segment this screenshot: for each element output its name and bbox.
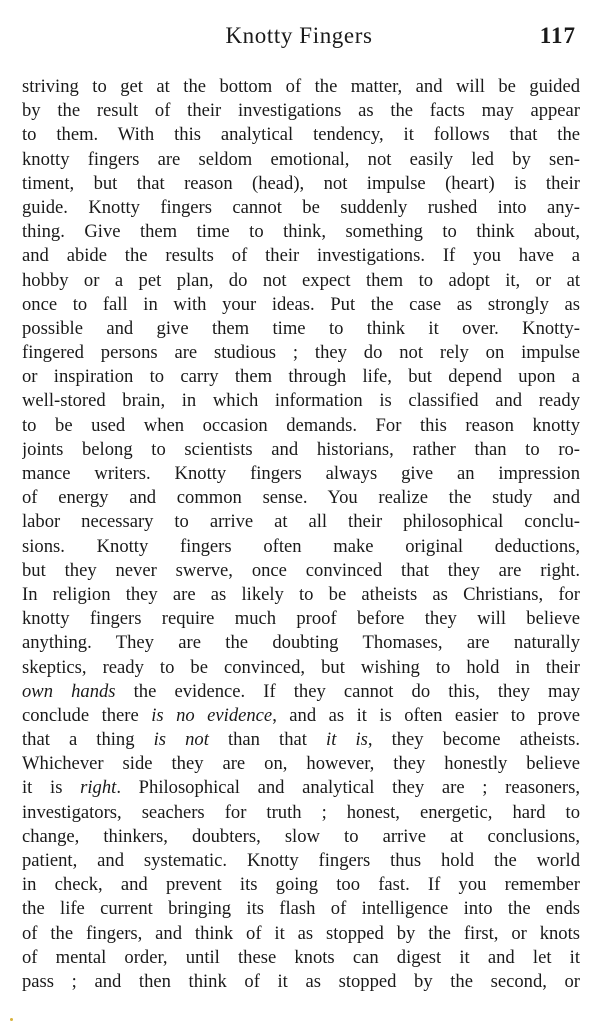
text-line-content	[22, 76, 580, 97]
text-run: guide. Knotty fingers cannot be suddenly rushed into any-	[22, 196, 580, 218]
italic-phrase: it is	[326, 729, 368, 751]
text-line-content	[22, 173, 580, 194]
text-run: but they never swerve, once convinced that they are right.	[22, 559, 580, 581]
text-run: investigators, seachers for truth ; honest, energetic, hard to	[22, 801, 580, 823]
text-line	[22, 583, 580, 607]
text-run: fingered persons are studious ; they do not rely on impulse	[22, 342, 580, 364]
text-line	[22, 462, 580, 486]
page-number: 117	[539, 23, 576, 48]
text-line	[22, 438, 580, 462]
text-run: skeptics, ready to be convinced, but wishing to hold in their	[22, 656, 580, 678]
text-line	[22, 244, 580, 268]
text-line	[22, 825, 580, 849]
text-line	[22, 486, 580, 510]
text-line-content	[22, 221, 580, 242]
text-line	[22, 389, 580, 413]
text-line-content	[22, 318, 580, 339]
text-line	[22, 196, 580, 220]
text-run: by the result of their investigations as the facts may appear	[22, 100, 580, 122]
text-line	[22, 317, 580, 341]
text-line-content	[22, 657, 580, 678]
text-line-content	[22, 439, 580, 460]
text-run: it is	[22, 777, 81, 799]
text-line-content	[22, 415, 580, 436]
text-run: of energy and common sense. You realize the study and	[22, 487, 580, 509]
text-line-content	[22, 923, 580, 944]
italic-phrase: is no evidence	[151, 704, 273, 726]
text-run: change, thinkers, doubters, slow to arrive at conclusions,	[22, 825, 580, 847]
text-run: of mental order, until these knots can digest it and let it	[22, 946, 580, 968]
text-line-content	[22, 536, 580, 557]
text-line	[22, 123, 580, 147]
text-line	[22, 414, 580, 438]
text-line	[22, 752, 580, 776]
text-run: hobby or a pet plan, do not expect them to adopt it, or at	[22, 269, 580, 291]
text-line-content	[22, 729, 580, 750]
text-line	[22, 656, 580, 680]
text-run: than that	[208, 729, 327, 751]
text-line-content	[22, 100, 580, 121]
text-line	[22, 172, 580, 196]
text-line	[22, 365, 580, 389]
text-line-content	[22, 850, 580, 871]
text-line-content	[22, 560, 580, 581]
italic-phrase: own hands	[22, 680, 116, 702]
text-line-content	[22, 124, 580, 145]
text-line-content	[22, 608, 580, 629]
italic-phrase: right	[80, 777, 117, 799]
text-run: patient, and systematic. Knotty fingers thus hold the world	[22, 850, 580, 871]
text-run: or inspiration to carry them through life, but depend upon a	[22, 366, 580, 388]
running-title: Knotty Fingers	[225, 23, 373, 48]
text-line	[22, 704, 580, 728]
text-line	[22, 631, 580, 655]
text-run: anything. They are the doubting Thomases, are naturally	[22, 632, 580, 654]
text-run: in check, and prevent its going too fast. If you remember	[22, 874, 580, 896]
text-run: sions. Knotty fingers often make original deductions,	[22, 535, 580, 557]
text-line	[22, 897, 580, 921]
text-line-content	[22, 487, 580, 508]
text-line	[22, 99, 580, 123]
text-run: and abide the results of their investigations. If you have a	[22, 245, 580, 267]
text-run: . Philosophical and analytical they are ; reasoners,	[116, 777, 580, 799]
text-line	[22, 75, 580, 99]
text-line	[22, 148, 580, 172]
text-run: well-stored brain, in which information is classified and ready	[22, 390, 580, 412]
text-run: thing. Give them time to think, something to think about,	[22, 221, 580, 243]
text-line-content	[22, 802, 580, 823]
text-line-content	[22, 705, 580, 726]
text-line	[22, 510, 580, 534]
text-line	[22, 728, 580, 752]
text-run: timent, but that reason (head), not impulse (heart) is their	[22, 172, 580, 194]
text-line-content	[22, 874, 580, 895]
text-line-content	[22, 342, 580, 363]
text-line-content	[22, 390, 580, 411]
text-line-content	[22, 632, 580, 653]
text-line-content	[22, 777, 580, 798]
text-line-content	[22, 463, 580, 484]
text-line	[22, 293, 580, 317]
text-line-content	[22, 681, 580, 702]
text-line-content	[22, 584, 580, 605]
text-run: knotty fingers are seldom emotional, not easily led by sen-	[22, 148, 580, 170]
text-line-content	[22, 826, 580, 847]
text-run: , they become atheists.	[367, 729, 580, 751]
text-run: labor necessary to arrive at all their philosophical conclu-	[22, 511, 580, 533]
text-line	[22, 269, 580, 293]
text-run: to them. With this analytical tendency, it follows that the	[22, 124, 580, 146]
text-line	[22, 220, 580, 244]
text-run: the life current bringing its flash of intelligence into the ends	[22, 898, 580, 920]
text-run: mance writers. Knotty fingers always give an impression	[22, 463, 580, 484]
text-run: In religion they are as likely to be atheists as Christians, for	[22, 583, 580, 605]
text-line	[22, 922, 580, 946]
text-line-content	[22, 511, 580, 532]
text-run: Whichever side they are on, however, they honestly believe	[22, 753, 580, 775]
text-line	[22, 849, 580, 873]
text-run: joints belong to scientists and historians, rather than to ro-	[22, 438, 580, 460]
text-run: that a thing	[22, 729, 154, 751]
text-line	[22, 559, 580, 583]
running-header	[22, 20, 576, 52]
text-run: of the fingers, and think of it as stopped by the first, or knots	[22, 922, 580, 944]
paper-speck	[10, 1018, 13, 1021]
text-line	[22, 680, 580, 704]
text-line	[22, 801, 580, 825]
text-line-content	[22, 294, 580, 315]
text-line	[22, 873, 580, 897]
text-run: once to fall in with your ideas. Put the case as strongly as	[22, 293, 580, 315]
text-line-content	[22, 753, 580, 774]
text-line	[22, 970, 580, 994]
text-run: the evidence. If they cannot do this, they may	[115, 680, 580, 702]
text-line-content	[22, 971, 580, 992]
text-line-content	[22, 245, 580, 266]
text-line-content	[22, 898, 580, 919]
text-run: striving to get at the bottom of the matter, and will be guided	[22, 76, 580, 97]
body-paragraph	[22, 75, 580, 994]
text-run: pass ; and then think of it as stopped by the second, or	[22, 970, 580, 992]
text-run: possible and give them time to think it over. Knotty-	[22, 317, 580, 339]
text-run: conclude there	[22, 704, 152, 726]
text-run: to be used when occasion demands. For this reason knotty	[22, 414, 580, 436]
text-line	[22, 946, 580, 970]
text-line-content	[22, 947, 580, 968]
text-line-content	[22, 270, 580, 291]
text-line-content	[22, 366, 580, 387]
text-line-content	[22, 149, 580, 170]
text-line	[22, 535, 580, 559]
text-line	[22, 776, 580, 800]
text-run: knotty fingers require much proof before they will believe	[22, 608, 580, 630]
text-run: , and as it is often easier to prove	[272, 704, 580, 726]
italic-phrase: is not	[153, 729, 209, 751]
text-line	[22, 341, 580, 365]
text-line	[22, 607, 580, 631]
text-line-content	[22, 197, 580, 218]
